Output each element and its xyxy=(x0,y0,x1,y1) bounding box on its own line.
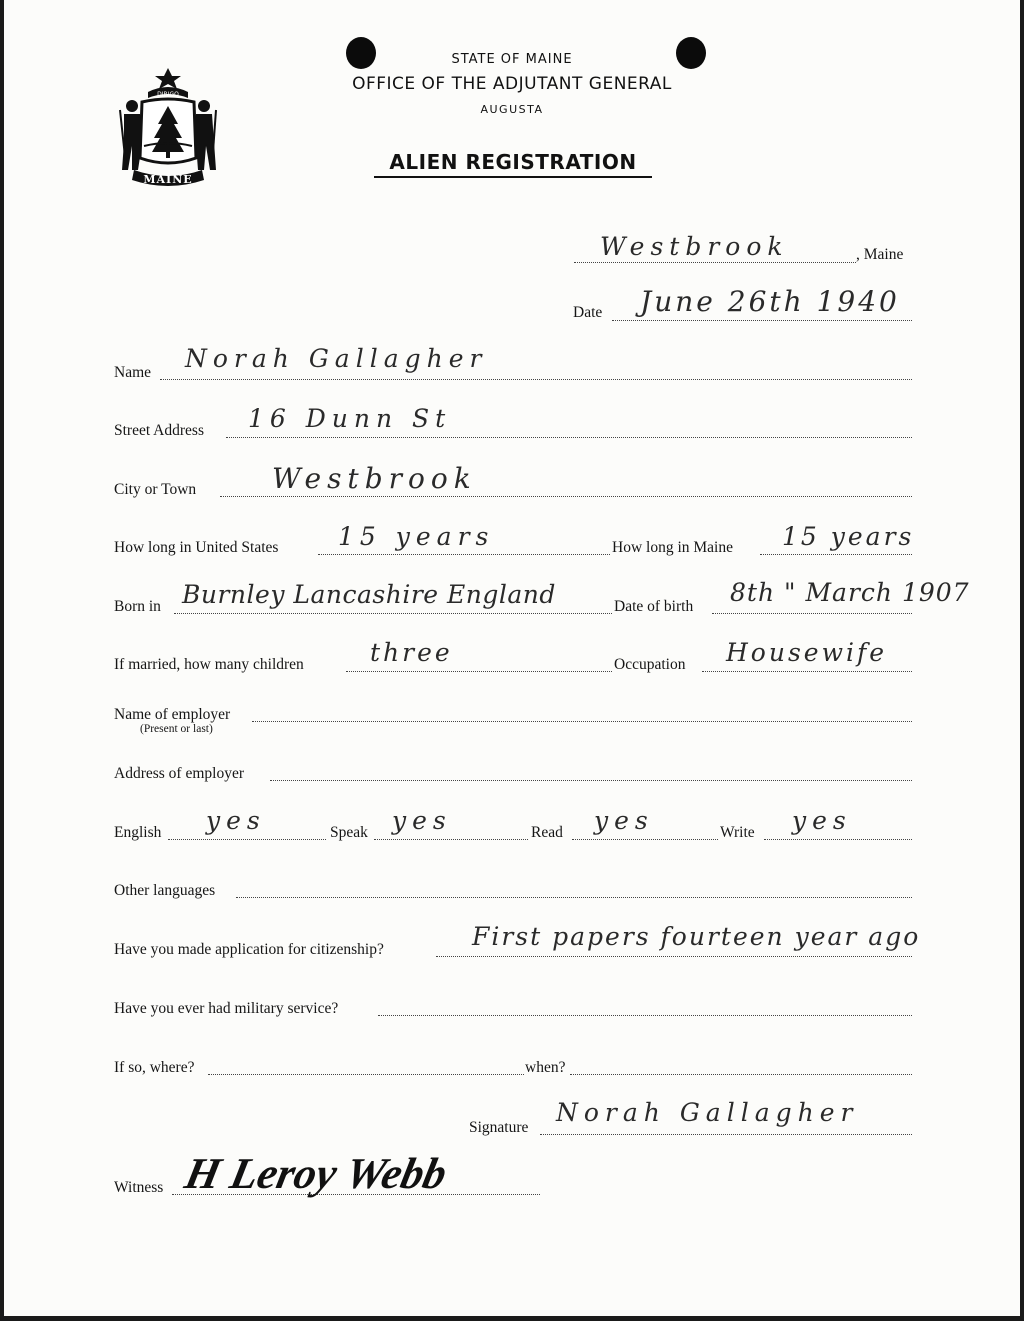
maine-duration-line xyxy=(760,554,912,555)
street-line xyxy=(226,437,912,438)
witness-signature[interactable]: H Leroy Webb xyxy=(180,1149,452,1198)
name-value[interactable]: Norah Gallagher xyxy=(185,344,488,373)
english-line xyxy=(168,839,326,840)
write-value[interactable]: yes xyxy=(792,806,852,835)
signature-value[interactable]: Norah Gallagher xyxy=(556,1098,859,1127)
header-office: OFFICE OF THE ADJUTANT GENERAL xyxy=(352,74,672,94)
citizenship-label: Have you made application for citizenship? xyxy=(114,941,384,958)
read-value[interactable]: yes xyxy=(594,806,654,835)
us-duration-line xyxy=(318,554,610,555)
occupation-value[interactable]: Housewife xyxy=(726,638,888,667)
seal-motto: DIRIGO xyxy=(157,91,179,98)
read-label: Read xyxy=(531,824,563,841)
form-title: ALIEN REGISTRATION xyxy=(374,150,652,178)
speak-label: Speak xyxy=(330,824,368,841)
us-duration-label: How long in United States xyxy=(114,539,279,556)
employer-address-label: Address of employer xyxy=(114,765,244,782)
speak-value[interactable]: yes xyxy=(392,806,452,835)
name-line xyxy=(160,379,912,380)
children-line xyxy=(346,671,612,672)
where-label: If so, where? xyxy=(114,1059,195,1076)
dob-label: Date of birth xyxy=(614,598,694,615)
other-languages-line xyxy=(236,897,912,898)
military-line xyxy=(378,1015,912,1016)
occupation-line xyxy=(702,671,912,672)
maine-duration-label: How long in Maine xyxy=(612,539,733,556)
seal-banner-text: MAINE xyxy=(143,173,193,186)
date-line xyxy=(612,320,912,321)
speak-line xyxy=(374,839,528,840)
employer-label: Name of employer xyxy=(114,706,231,723)
city-label: City or Town xyxy=(114,481,197,498)
english-value[interactable]: yes xyxy=(206,806,266,835)
read-line xyxy=(572,839,718,840)
street-label: Street Address xyxy=(114,422,204,439)
military-label: Have you ever had military service? xyxy=(114,1000,339,1017)
born-label: Born in xyxy=(114,598,161,615)
signature-line xyxy=(540,1134,912,1135)
employer-line xyxy=(252,721,912,722)
dob-value[interactable]: 8th " March 1907 xyxy=(730,578,970,607)
employer-address-line xyxy=(270,780,912,781)
children-label: If married, how many children xyxy=(114,656,304,673)
born-line xyxy=(174,613,612,614)
place-suffix: , Maine xyxy=(856,246,904,263)
date-value[interactable]: June 26th 1940 xyxy=(640,285,900,318)
header-state: STATE OF MAINE xyxy=(451,52,573,67)
other-languages-label: Other languages xyxy=(114,882,216,899)
witness-label: Witness xyxy=(114,1179,164,1196)
dob-line xyxy=(712,613,912,614)
english-label: English xyxy=(114,824,162,841)
signature-label: Signature xyxy=(469,1119,529,1136)
name-label: Name xyxy=(114,364,152,381)
maine-duration-value[interactable]: 15 years xyxy=(782,522,915,551)
header-city: AUGUSTA xyxy=(480,103,544,116)
write-label: Write xyxy=(720,824,755,841)
city-line xyxy=(220,496,912,497)
place-line xyxy=(574,262,856,263)
born-value[interactable]: Burnley Lancashire England xyxy=(182,580,556,609)
children-value[interactable]: three xyxy=(370,638,453,667)
where-line xyxy=(208,1074,524,1075)
city-value[interactable]: Westbrook xyxy=(272,462,477,495)
citizenship-value[interactable]: First papers fourteen year ago xyxy=(472,922,921,951)
date-label: Date xyxy=(573,304,603,321)
write-line xyxy=(764,839,912,840)
citizenship-line xyxy=(436,956,912,957)
street-value[interactable]: 16 Dunn St xyxy=(248,404,452,433)
us-duration-value[interactable]: 15 years xyxy=(338,522,495,551)
place-value[interactable]: Westbrook xyxy=(600,232,789,261)
when-label: when? xyxy=(525,1059,566,1076)
employer-sublabel: (Present or last) xyxy=(140,723,213,735)
when-line xyxy=(570,1074,912,1075)
occupation-label: Occupation xyxy=(614,656,686,673)
